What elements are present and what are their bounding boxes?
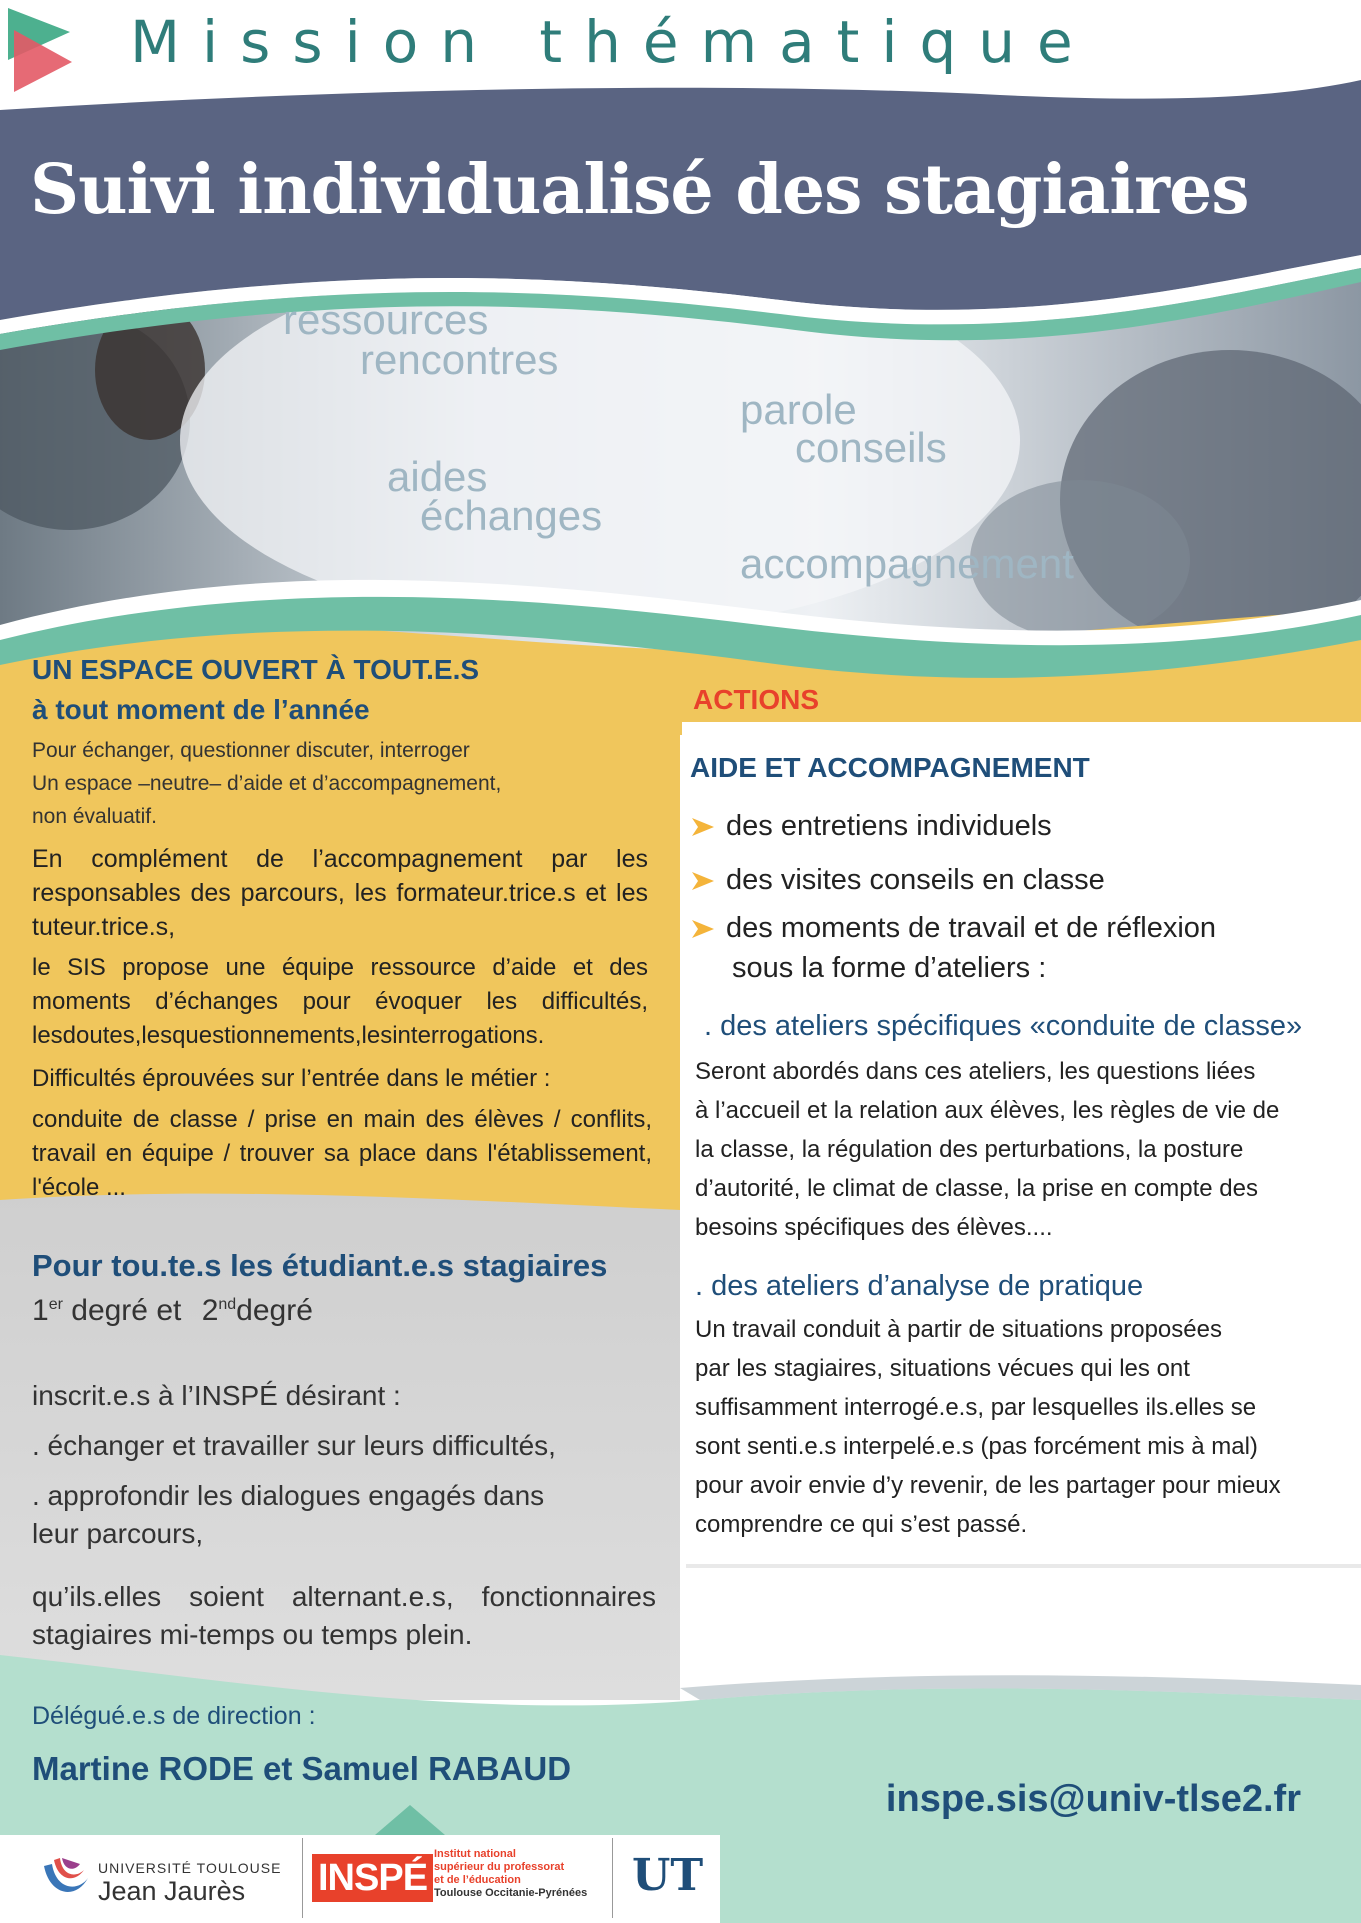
open-space-heading: UN ESPACE OUVERT À TOUT.E.S	[32, 654, 480, 685]
degree-1-superscript: er	[48, 1296, 63, 1313]
arrow-bullet-icon	[692, 870, 714, 892]
ut2j-line2: Jean Jaurès	[98, 1876, 246, 1906]
keyword-echanges: échanges	[420, 492, 603, 539]
open-space-para4: conduite de classe / prise en main des élèves / conflits, travail en équipe / trouver sa place dans l'établissement, l'école ...	[32, 1106, 652, 1201]
logo-divider	[612, 1838, 613, 1918]
degree-line	[32, 1294, 313, 1328]
keyword-parole: parole	[740, 386, 857, 433]
ut2j-emblem-icon	[40, 1856, 92, 1902]
action-bullet-3	[692, 912, 1216, 945]
open-space-subheading: à tout moment de l’année	[32, 694, 370, 725]
keyword-accompagnement: accompagnement	[740, 540, 1074, 587]
degree-2-text: degré	[236, 1294, 313, 1327]
atelier2-line: sont senti.e.s interpelé.e.s (pas forcément mis à mal)	[695, 1433, 1258, 1460]
actions-label: ACTIONS	[693, 684, 819, 715]
open-space-intro	[32, 734, 652, 833]
logo-ut2j	[40, 1850, 290, 1916]
atelier2-line: suffisamment interrogé.e.s, par lesquelles ils.elles se	[695, 1394, 1257, 1421]
atelier2-line: comprendre ce qui s’est passé.	[695, 1511, 1028, 1538]
logo-inspe	[312, 1846, 612, 1918]
inspe-desc-line: Institut national	[434, 1848, 516, 1860]
contact-email[interactable]: inspe.sis@univ-tlse2.fr	[885, 1778, 1301, 1820]
action-bullet-text: des moments de travail et de réflexion	[726, 912, 1217, 944]
logo-divider	[302, 1838, 303, 1918]
atelier1-line: d’autorité, le climat de classe, la prise en compte des	[695, 1175, 1258, 1202]
inspe-description	[434, 1848, 587, 1900]
keyword-rencontres: rencontres	[360, 336, 559, 383]
logo-ut: UT	[632, 1850, 704, 1901]
mission-label: Mission thématique	[130, 8, 1095, 76]
action-bullet-1	[692, 810, 1052, 843]
degree-2-number: 2	[201, 1294, 219, 1327]
open-space-para1: En complément de l’accompagnement par les responsables des parcours, les formateur.trice.s et les tuteur.trice.s,	[32, 845, 648, 941]
students-line4: qu’ils.elles soient alternant.e.s, fonctionnaires stagiaires mi-temps ou temps plein.	[32, 1581, 656, 1650]
intro-line: Pour échanger, questionner discuter, interroger	[32, 739, 470, 762]
atelier2-line: pour avoir envie d’y revenir, de les partager pour mieux	[695, 1472, 1281, 1499]
action-bullet-3-cont: sous la forme d’ateliers :	[732, 952, 1047, 984]
atelier1-line: à l’accueil et la relation aux élèves, les règles de vie de	[695, 1097, 1280, 1124]
keyword-conseils: conseils	[795, 424, 947, 471]
open-space-para3: Difficultés éprouvées sur l’entrée dans le métier :	[32, 1065, 551, 1092]
action-bullet-2	[692, 864, 1105, 897]
degree-1-text: degré et	[62, 1294, 182, 1327]
atelier1-line: besoins spécifiques des élèves....	[695, 1214, 1053, 1241]
atelier1-body	[695, 1052, 1279, 1247]
arrow-bullet-icon	[692, 816, 714, 838]
open-space-para2: le SIS propose une équipe ressource d’aide et des moments d’échanges pour évoquer les difficultés, lesdoutes,lesquestionnements,lesinterrogations.	[32, 954, 648, 1049]
inspe-wordmark: INSPÉ	[312, 1854, 433, 1902]
inspe-desc-line: supérieur du professorat	[434, 1861, 565, 1873]
students-line1: inscrit.e.s à l’INSPÉ désirant :	[32, 1380, 401, 1411]
page-title: Suivi individualisé des stagiaires	[30, 150, 1249, 230]
students-line2: . échanger et travailler sur leurs difficultés,	[32, 1430, 556, 1461]
atelier2-title: . des ateliers d’analyse de pratique	[695, 1270, 1144, 1302]
keyword-ressources: ressources	[283, 296, 489, 343]
degree-1-number: 1	[32, 1294, 49, 1327]
atelier1-line: la classe, la régulation des perturbations, la posture	[695, 1136, 1244, 1163]
degree-2-superscript: nd	[218, 1296, 237, 1313]
action-bullet-text: des visites conseils en classe	[726, 864, 1105, 896]
aide-heading: AIDE ET ACCOMPAGNEMENT	[690, 752, 1090, 783]
inspe-desc-line: et de l’éducation	[434, 1874, 521, 1886]
delegates-names: Martine RODE et Samuel RABAUD	[32, 1750, 572, 1787]
intro-line: Un espace –neutre– d’aide et d’accompagnement,	[32, 772, 502, 795]
intro-line: non évaluatif.	[32, 805, 157, 828]
keyword-aides: aides	[387, 453, 488, 500]
atelier2-line: par les stagiaires, situations vécues qui les ont	[695, 1355, 1190, 1382]
atelier1-title: . des ateliers spécifiques «conduite de classe»	[704, 1010, 1303, 1042]
atelier2-line: Un travail conduit à partir de situations proposées	[695, 1316, 1222, 1343]
students-line3b: leur parcours,	[32, 1518, 204, 1549]
atelier1-line: Seront abordés dans ces ateliers, les questions liées	[695, 1058, 1256, 1085]
students-line3a: . approfondir les dialogues engagés dans	[32, 1480, 545, 1511]
arrow-bullet-icon	[692, 918, 714, 940]
delegates-label: Délégué.e.s de direction :	[32, 1702, 316, 1730]
action-bullet-text: des entretiens individuels	[726, 810, 1052, 842]
ut2j-line1: UNIVERSITÉ TOULOUSE	[98, 1860, 282, 1876]
atelier2-body	[695, 1310, 1281, 1544]
students-heading: Pour tou.te.s les étudiant.e.s stagiaires	[32, 1248, 608, 1283]
inspe-desc-line: Toulouse Occitanie-Pyrénées	[434, 1887, 588, 1899]
